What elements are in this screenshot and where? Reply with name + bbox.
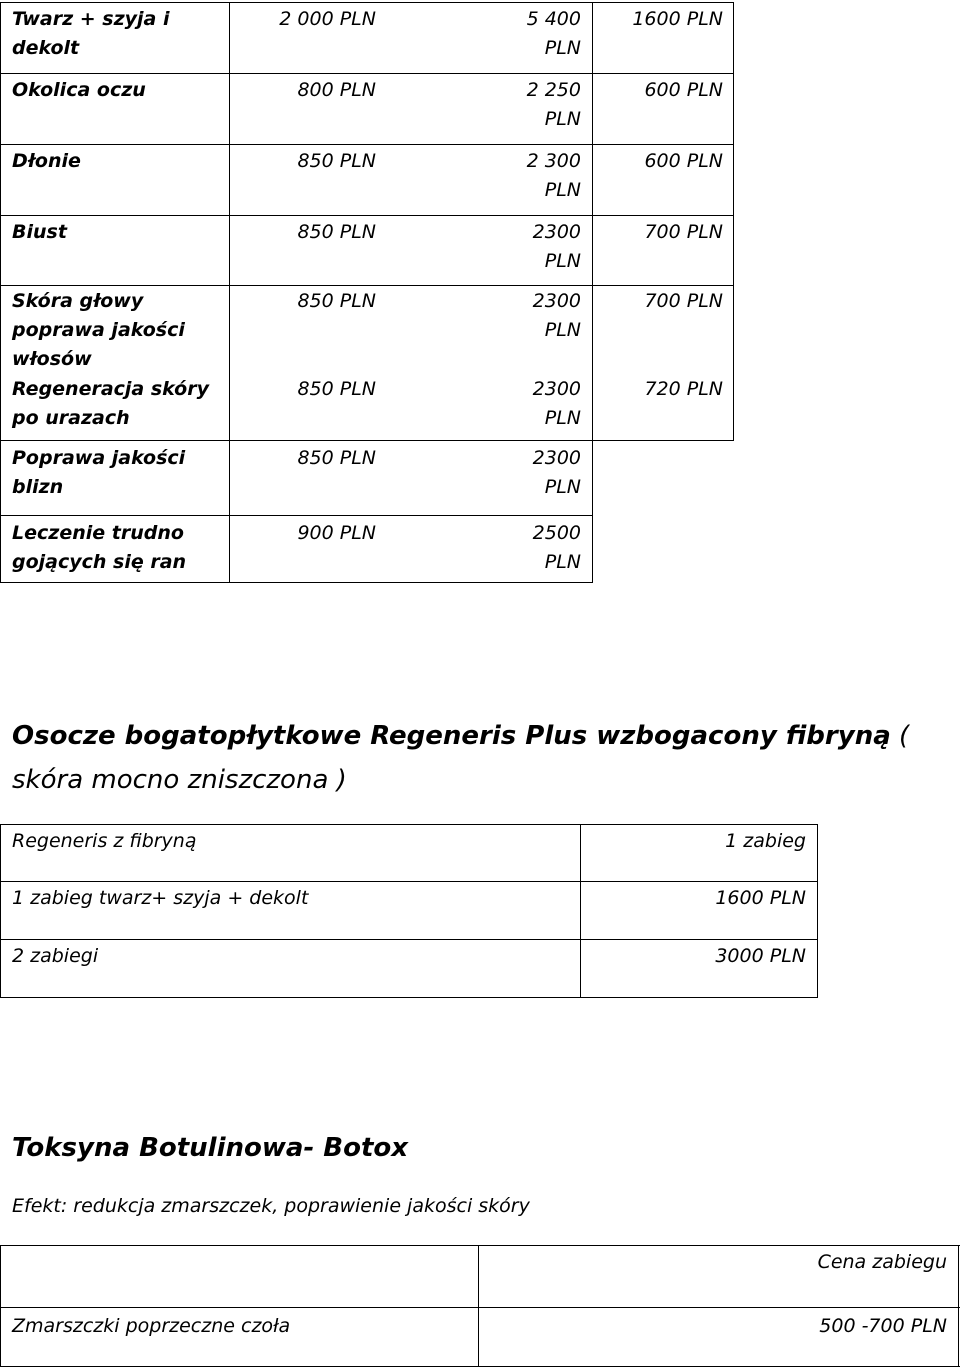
price-series: 2300 PLN [532,221,581,272]
price-single: 2 000 PLN [279,8,376,30]
regeneris-row-label: 2 zabiegi [12,945,99,967]
area-name: Dłonie [12,150,81,172]
price-extra: 600 PLN [644,79,723,101]
area-name: Skóra głowy poprawa jakości włosów [12,290,185,370]
botox-header-price: Cena zabiegu [817,1251,947,1273]
price-extra: 700 PLN [644,221,723,243]
price-series: 2 300 PLN [526,150,581,201]
regeneris-row-label: 1 zabieg twarz+ szyja + dekolt [12,887,309,909]
price-extra: 700 PLN [644,290,723,312]
area-name: Biust [12,221,67,243]
price-single: 800 PLN [297,79,376,101]
price-single: 850 PLN [297,447,376,469]
price-extra: 600 PLN [644,150,723,172]
price-single: 850 PLN [297,221,376,243]
regeneris-row-value: 1600 PLN [715,887,806,909]
botox-row-value: 500 -700 PLN [819,1315,947,1337]
price-series: 5 400 PLN [526,8,581,59]
area-name: Leczenie trudno gojących się ran [12,522,187,573]
price-single: 850 PLN [297,150,376,172]
section-heading-regeneris [12,714,942,802]
section-heading-botox: Toksyna Botulinowa- Botox [12,1133,409,1163]
botox-effect-text: Efekt: redukcja zmarszczek, poprawienie jakości skóry [12,1195,530,1217]
price-series: 2500 PLN [532,522,581,573]
price-single: 850 PLN [297,290,376,312]
price-single: 900 PLN [297,522,376,544]
area-name: Regeneracja skóry po urazach [12,378,209,429]
regeneris-row-label: Regeneris z fibryną [12,830,197,852]
price-series: 2300 PLN [532,447,581,498]
price-single: 850 PLN [297,378,376,400]
price-extra: 1600 PLN [632,8,723,30]
regeneris-row-value: 1 zabieg [725,830,806,852]
price-series: 2300 PLN [532,290,581,341]
regeneris-row-value: 3000 PLN [715,945,806,967]
heading-bold-part: Osocze bogatopłytkowe Regeneris Plus wzbogacony fibryną [12,721,891,751]
heading-normal-part: ( skóra mocno zniszczona ) [12,721,910,795]
price-extra: 720 PLN [644,378,723,400]
area-name: Okolica oczu [12,79,146,101]
price-series: 2 250 PLN [526,79,581,130]
area-name: Twarz + szyja i dekolt [12,8,170,59]
botox-row-label: Zmarszczki poprzeczne czoła [12,1315,291,1337]
price-series: 2300 PLN [532,378,581,429]
area-name: Poprawa jakości blizn [12,447,186,498]
